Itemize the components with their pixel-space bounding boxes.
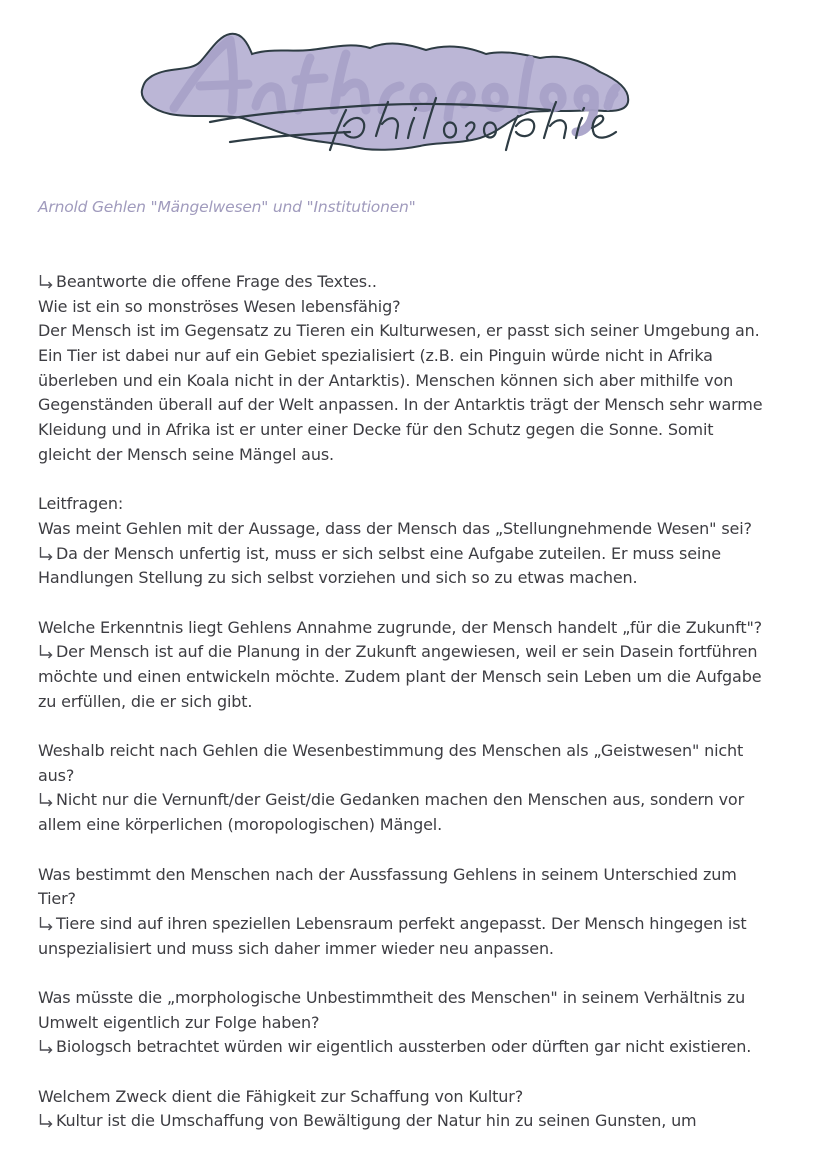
intro-answer-line: Der Mensch ist im Gegensatz zu Tieren ein Kulturwesen, er passt sich seiner Umgebung an. (38, 321, 760, 341)
question-5: Umwelt eigentlich zur Folge haben? (38, 1012, 320, 1032)
paragraph-gap (38, 1060, 808, 1085)
return-arrow-icon (38, 916, 55, 932)
question-3: aus? (38, 765, 75, 785)
answer-3-line: allem eine körperlichen (moropologischen) Mängel. (38, 815, 443, 835)
answer-4-line: unspezialisiert und muss sich daher immer wieder neu anpassen. (38, 938, 554, 958)
answer-5-line (38, 1035, 808, 1060)
question-1: Was meint Gehlen mit der Aussage, dass der Mensch das „Stellungnehmende Wesen" sei? (38, 518, 752, 538)
return-arrow-icon (38, 644, 55, 660)
document-body (38, 270, 808, 1134)
paragraph-gap (38, 961, 808, 986)
return-arrow-icon (38, 1039, 55, 1055)
paragraph-gap (38, 468, 808, 493)
answer-1-line: Handlungen Stellung zu sich selbst vorziehen und sich so zu etwas machen. (38, 568, 638, 588)
answer-5-text: Biologsch betrachtet würden wir eigentlich aussterben oder dürften gar nicht existieren. (56, 1037, 752, 1057)
paragraph-gap (38, 591, 808, 616)
document-subtitle: Arnold Gehlen "Mängelwesen" und "Institutionen" (38, 198, 416, 216)
intro-answer-line: Kleidung und in Afrika ist er unter einer Decke für den Schutz gegen die Sonne. Somit (38, 420, 714, 440)
answer-2-text: Der Mensch ist auf die Planung in der Zukunft angewiesen, weil er sein Dasein fortführen (56, 642, 758, 662)
intro-answer-line: überleben und ein Koala nicht in der Antarktis). Menschen können sich aber mithilfe von (38, 370, 734, 390)
paragraph-gap (38, 838, 808, 863)
intro-task-text: Beantworte die offene Frage des Textes.. (56, 272, 377, 291)
answer-2-line: möchte und einen entwickeln möchte. Zudem plant der Mensch sein Leben um die Aufgabe (38, 667, 762, 686)
intro-answer-line: Gegenständen überall auf der Welt anpassen. In der Antarktis trägt der Mensch sehr warme (38, 395, 763, 415)
title-lettering-graphic (130, 14, 650, 164)
intro-question: Wie ist ein so monströses Wesen lebensfähig? (38, 296, 401, 316)
paragraph-gap (38, 714, 808, 739)
title-lettering (130, 14, 650, 164)
intro-task-line (38, 270, 808, 295)
answer-1-text: Da der Mensch unfertig ist, muss er sich selbst eine Aufgabe zuteilen. Er muss seine (56, 543, 721, 563)
answer-2-line (38, 640, 808, 665)
question-3: Weshalb reicht nach Gehlen die Wesenbestimmung des Menschen als „Geistwesen" nicht (38, 741, 744, 761)
answer-6-line (38, 1109, 808, 1134)
answer-3-text: Nicht nur die Vernunft/der Geist/die Gedanken machen den Menschen aus, sondern vor (56, 790, 744, 810)
answer-4-line (38, 912, 808, 937)
answer-4-text: Tiere sind auf ihren speziellen Lebensraum perfekt angepasst. Der Mensch hingegen ist (56, 913, 747, 933)
answer-2-line: zu erfüllen, die er sich gibt. (38, 691, 253, 711)
question-2: Welche Erkenntnis liegt Gehlens Annahme zugrunde, der Mensch handelt „für die Zukunft"? (38, 617, 762, 637)
question-4: Was bestimmt den Menschen nach der Aussfassung Gehlens in seinem Unterschied zum (38, 864, 737, 884)
intro-answer-line: Ein Tier ist dabei nur auf ein Gebiet spezialisiert (z.B. ein Pinguin würde nicht in Afrika (38, 346, 713, 366)
return-arrow-icon (38, 1113, 55, 1129)
question-5: Was müsste die „morphologische Unbestimmtheit des Menschen" in seinem Verhältnis zu (38, 987, 746, 1007)
answer-1-line (38, 542, 808, 567)
return-arrow-icon (38, 274, 55, 290)
question-4: Tier? (38, 889, 76, 909)
answer-6-text: Kultur ist die Umschaffung von Bewältigung der Natur hin zu seinen Gunsten, um (56, 1111, 697, 1131)
leitfragen-heading: Leitfragen: (38, 494, 124, 514)
question-6: Welchem Zweck dient die Fähigkeit zur Schaffung von Kultur? (38, 1086, 524, 1106)
answer-3-line (38, 788, 808, 813)
return-arrow-icon (38, 546, 55, 562)
intro-answer-line: gleicht der Mensch seine Mängel aus. (38, 444, 334, 464)
return-arrow-icon (38, 792, 55, 808)
